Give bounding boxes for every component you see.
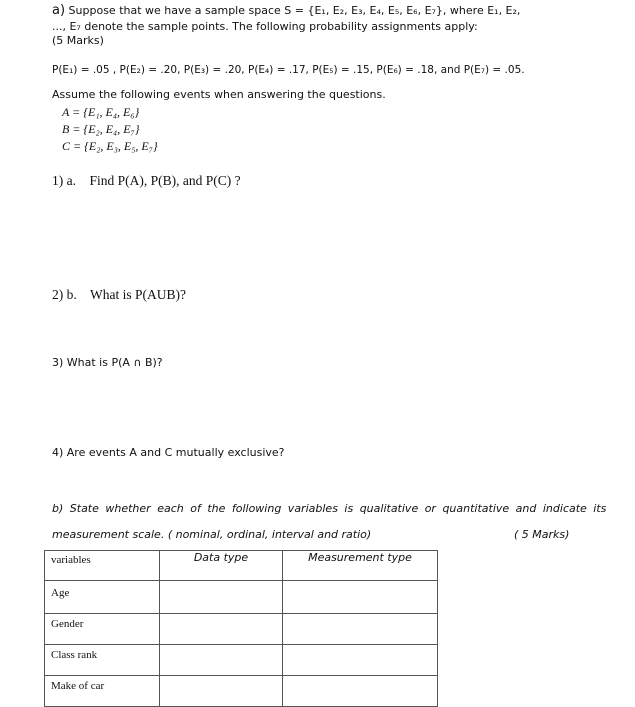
- measurement-type-cell[interactable]: [283, 645, 438, 676]
- header-data-type: Data type: [160, 551, 283, 581]
- question-a-text-line1: Suppose that we have a sample space S = {E₁, E₂, E₃, E₄, E₅, E₆, E₇}, where E₁, E₂,: [68, 4, 521, 17]
- variables-table: [44, 550, 438, 707]
- event-b: B = {E₂, E₄, E₇}: [62, 122, 140, 136]
- measurement-type-cell[interactable]: [283, 581, 438, 614]
- table-row: [45, 676, 438, 707]
- header-measurement-type: Measurement type: [283, 551, 438, 581]
- event-c: C = {E₂, E₃, E₅, E₇}: [62, 139, 158, 153]
- variable-make-of-car: Make of car: [45, 676, 160, 707]
- header-variables: variables: [45, 551, 160, 581]
- variable-gender: Gender: [45, 614, 160, 645]
- events-intro: Assume the following events when answering the questions.: [52, 88, 386, 101]
- question-a-marker: a): [52, 3, 66, 18]
- variable-class-rank: Class rank: [45, 645, 160, 676]
- question-a-marks: (5 Marks): [52, 34, 104, 47]
- table-row: [45, 645, 438, 676]
- table-header-row: [45, 551, 438, 581]
- part-b-line1: b) State whether each of the following variables is qualitative or quantitative and indicate its: [52, 502, 607, 515]
- event-a: A = {E₁, E₄, E₆}: [62, 105, 140, 119]
- question-a-line2: ..., E₇ denote the sample points. The following probability assignments apply:: [52, 20, 478, 33]
- measurement-type-cell[interactable]: [283, 676, 438, 707]
- part-b-line2: measurement scale. ( nominal, ordinal, interval and ratio): [52, 528, 372, 541]
- variable-age: Age: [45, 581, 160, 614]
- question-4: 4) Are events A and C mutually exclusive?: [52, 446, 285, 459]
- part-b-marks: ( 5 Marks): [514, 528, 570, 541]
- question-3: 3) What is P(A ∩ B)?: [52, 356, 163, 369]
- probability-assignments: P(E₁) = .05 , P(E₂) = .20, P(E₃) = .20, P(E₄) = .17, P(E₅) = .15, P(E₆) = .18, and P(E₇) = .05.: [52, 64, 525, 76]
- data-type-cell[interactable]: [160, 645, 283, 676]
- question-1: 1) a. Find P(A), P(B), and P(C) ?: [52, 173, 241, 188]
- data-type-cell[interactable]: [160, 614, 283, 645]
- data-type-cell[interactable]: [160, 581, 283, 614]
- question-a-line1: [52, 3, 520, 18]
- data-type-cell[interactable]: [160, 676, 283, 707]
- measurement-type-cell[interactable]: [283, 614, 438, 645]
- table-row: [45, 614, 438, 645]
- table-row: [45, 581, 438, 614]
- question-2: 2) b. What is P(AUB)?: [52, 287, 186, 302]
